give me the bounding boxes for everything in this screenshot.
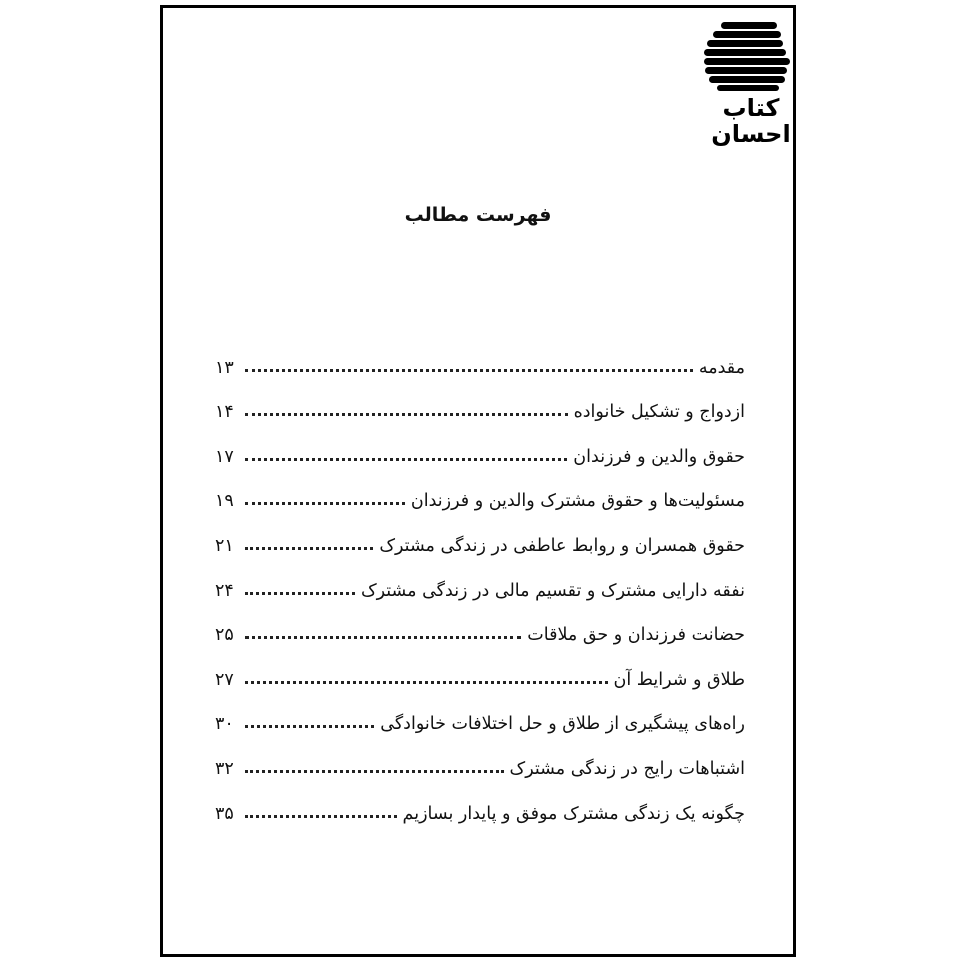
toc-page-number: ۳۵ <box>215 803 234 824</box>
dot-leader <box>245 592 355 595</box>
dot-leader <box>245 502 405 505</box>
toc-entry <box>215 511 745 556</box>
dot-leader <box>245 770 504 773</box>
toc-entry-title: نفقه دارایی مشترک و تقسیم مالی در زندگی مشترک <box>360 580 745 601</box>
toc-entry <box>215 601 745 646</box>
toc-entry-title: مقدمه <box>698 357 745 378</box>
toc-entry-title: حقوق همسران و روابط عاطفی در زندگی مشترک <box>379 535 745 556</box>
toc-entry <box>215 779 745 824</box>
toc-entry <box>215 690 745 735</box>
toc-entry <box>215 378 745 423</box>
dot-leader <box>245 369 693 372</box>
toc-entry <box>215 734 745 779</box>
toc-entry-title: ازدواج و تشکیل خانواده <box>573 402 745 423</box>
book-page <box>160 5 796 957</box>
toc-page-number: ۳۲ <box>215 758 234 779</box>
toc-page-number: ۲۵ <box>215 625 234 646</box>
page-title: فهرست مطالب <box>404 204 552 226</box>
dot-leader <box>245 815 397 818</box>
toc-page-number: ۲۱ <box>215 535 234 556</box>
dot-leader <box>245 636 521 639</box>
toc-entry <box>215 467 745 512</box>
dot-leader <box>245 413 568 416</box>
toc-page-number: ۱۴ <box>215 402 234 423</box>
toc-entry-title: حضانت فرزندان و حق ملاقات <box>527 625 745 646</box>
toc-entry <box>215 422 745 467</box>
dot-leader <box>245 547 373 550</box>
toc-page-number: ۱۷ <box>215 446 234 467</box>
toc-entry <box>215 556 745 601</box>
toc-entry-title: طلاق و شرایط آن <box>613 669 745 690</box>
logo-line1: کتاب <box>722 94 780 122</box>
dot-leader <box>245 681 608 684</box>
table-of-contents <box>215 333 745 824</box>
dot-leader <box>245 458 567 461</box>
toc-entry-title: مسئولیت‌ها و حقوق مشترک والدین و فرزندان <box>410 491 745 512</box>
dot-leader <box>245 725 374 728</box>
toc-page-number: ۲۷ <box>215 669 234 690</box>
toc-entry-title: چگونه یک زندگی مشترک موفق و پایدار بسازیم <box>402 803 745 824</box>
toc-entry-title: راه‌های پیشگیری از طلاق و حل اختلافات خانوادگی <box>380 714 745 735</box>
book-logo-icon <box>701 16 801 146</box>
toc-entry <box>215 645 745 690</box>
toc-entry-title: حقوق والدین و فرزندان <box>573 446 745 467</box>
logo-line2: احسان <box>711 120 791 146</box>
toc-page-number: ۱۹ <box>215 491 234 512</box>
toc-entry-title: اشتباهات رایج در زندگی مشترک <box>509 758 745 779</box>
toc-page-number: ۲۴ <box>215 580 234 601</box>
toc-entry <box>215 333 745 378</box>
toc-page-number: ۳۰ <box>215 714 234 735</box>
toc-page-number: ۱۳ <box>215 357 234 378</box>
